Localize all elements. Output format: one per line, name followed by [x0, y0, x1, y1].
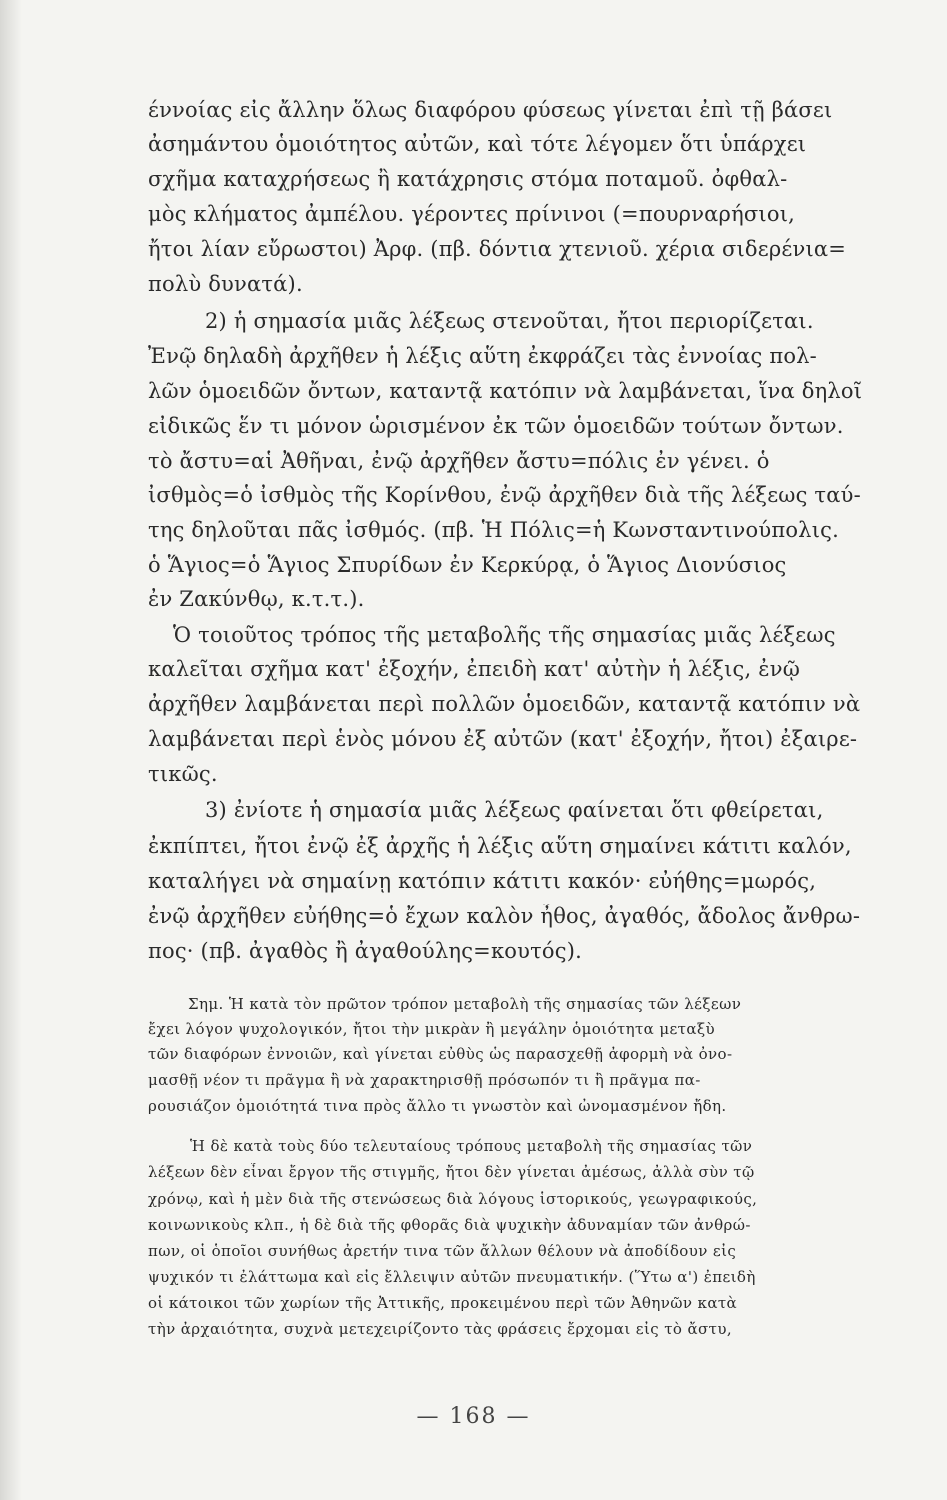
- text-line: εἰδικῶς ἕν τι μόνον ὡρισμένον ἐκ τῶν ὁμοειδῶν τούτων ὄντων.: [148, 414, 844, 438]
- footnote-line: ρουσιάζον ὁμοιότητά τινα πρὸς ἄλλο τι γνωστὸν καὶ ὠνομασμένον ἤδη.: [148, 1097, 727, 1115]
- text-line: της δηλοῦται πᾶς ἰσθμός. (πβ. Ἡ Πόλις=ἡ Κωνσταντινούπολις.: [148, 518, 839, 542]
- text-line: ἀρχῆθεν λαμβάνεται περὶ πολλῶν ὁμοειδῶν, καταντᾷ κατόπιν νὰ: [148, 692, 861, 716]
- text-line: λαμβάνεται περὶ ἑνὸς μόνου ἐξ αὐτῶν (κατ' ἐξοχήν, ἤτοι) ἐξαιρε-: [148, 727, 858, 751]
- text-line: τὸ ἄστυ=αἱ Ἀθῆναι, ἐνῷ ἀρχῆθεν ἄστυ=πόλις ἐν γένει. ὁ: [148, 449, 770, 473]
- text-line: μὸς κλήματος ἀμπέλου. γέροντες πρίνινοι (=πουρναρήσιοι,: [148, 202, 796, 226]
- text-line: σχῆμα καταχρήσεως ἢ κατάχρησις στόμα ποταμοῦ. ὀφθαλ-: [148, 167, 788, 191]
- footnote-line: χρόνῳ, καὶ ἡ μὲν διὰ τῆς στενώσεως διὰ λόγους ἱστορικούς, γεωγραφικούς,: [148, 1190, 758, 1208]
- text-line: 2) ἡ σημασία μιᾶς λέξεως στενοῦται, ἤτοι περιορίζεται.: [205, 309, 814, 333]
- footnote-line: πων, οἱ ὁποῖοι συνήθως ἀρετήν τινα τῶν ἄλλων θέλουν νὰ ἀποδίδουν εἰς: [148, 1242, 737, 1260]
- text-line: ἐνῷ ἀρχῆθεν εὐήθης=ὁ ἔχων καλὸν ἦθος, ἀγαθός, ἄδολος ἄνθρω-: [148, 904, 861, 928]
- footnote-line: τῶν διαφόρων ἐννοιῶν, καὶ γίνεται εὐθὺς ὡς παρασχεθῇ ἀφορμὴ νὰ ὀνο-: [148, 1045, 733, 1063]
- page-number: — 168 —: [416, 1404, 531, 1429]
- text-line: ἤτοι λίαν εὔρωστοι) Ἀρφ. (πβ. δόντια χτενιοῦ. χέρια σιδερένια=: [148, 237, 847, 261]
- text-line: ἀσημάντου ὁμοιότητος αὐτῶν, καὶ τότε λέγομεν ὅτι ὑπάρχει: [148, 132, 807, 156]
- text-line: ἐκπίπτει, ἤτοι ἐνῷ ἐξ ἀρχῆς ἡ λέξις αὕτη σημαίνει κάτιτι καλόν,: [148, 834, 852, 858]
- text-line: Ἐνῷ δηλαδὴ ἀρχῆθεν ἡ λέξις αὕτη ἐκφράζει τὰς ἐννοίας πολ-: [148, 344, 817, 368]
- footnote-line: μασθῇ νέον τι πρᾶγμα ἢ νὰ χαρακτηρισθῇ πρόσωπόν τι ἢ πρᾶγμα πα-: [148, 1071, 701, 1089]
- footnote-line: Ἡ δὲ κατὰ τοὺς δύο τελευταίους τρόπους μεταβολὴ τῆς σημασίας τῶν: [190, 1137, 753, 1155]
- footnote-line: κοινωνικοὺς κλπ., ἡ δὲ διὰ τῆς φθορᾶς διὰ ψυχικὴν ἀδυναμίαν τῶν ἀνθρώ-: [148, 1216, 751, 1234]
- text-line: ἰσθμὸς=ὁ ἰσθμὸς τῆς Κορίνθου, ἐνῷ ἀρχῆθεν διὰ τῆς λέξεως ταύ-: [148, 483, 861, 507]
- text-line: έννοίας εἰς ἄλλην ὅλως διαφόρου φύσεως γίνεται ἐπὶ τῇ βάσει: [148, 98, 833, 122]
- text-line: ἐν Ζακύνθῳ, κ.τ.τ.).: [148, 587, 365, 611]
- text-line: καλεῖται σχῆμα κατ' ἐξοχήν, ἐπειδὴ κατ' αὐτὴν ἡ λέξις, ἐνῷ: [148, 657, 801, 681]
- page-gutter-shadow: [0, 0, 22, 1500]
- footnote-line: τὴν ἀρχαιότητα, συχνὰ μετεχειρίζοντο τὰς φράσεις ἔρχομαι εἰς τὸ ἄστυ,: [148, 1320, 733, 1338]
- footnote-line: ψυχικόν τι ἐλάττωμα καὶ εἰς ἔλλειψιν αὐτῶν πνευματικήν. (Ὕτω α') ἐπειδὴ: [148, 1268, 756, 1286]
- text-line: 3) ἐνίοτε ἡ σημασία μιᾶς λέξεως φαίνεται ὅτι φθείρεται,: [205, 798, 824, 822]
- text-line: πος· (πβ. ἀγαθὸς ἢ ἀγαθούλης=κουτός).: [148, 939, 582, 963]
- footnote-line: οἱ κάτοικοι τῶν χωρίων τῆς Ἀττικῆς, προκειμένου περὶ τῶν Ἀθηνῶν κατὰ: [148, 1294, 738, 1312]
- text-line: ὁ Ἅγιος=ὁ Ἅγιος Σπυρίδων ἐν Κερκύρᾳ, ὁ Ἅγιος Διονύσιος: [148, 553, 787, 577]
- text-line: καταλήγει νὰ σημαίνῃ κατόπιν κάτιτι κακόν· εὐήθης=μωρός,: [148, 869, 817, 893]
- text-line: λῶν ὁμοειδῶν ὄντων, καταντᾷ κατόπιν νὰ λαμβάνεται, ἵνα δηλοῖ: [148, 379, 863, 403]
- footnote-line: λέξεων δὲν εἶναι ἔργον τῆς στιγμῆς, ἤτοι δὲν γίνεται ἀμέσως, ἀλλὰ σὺν τῷ: [148, 1163, 755, 1181]
- text-line: Ὁ τοιοῦτος τρόπος τῆς μεταβολῆς τῆς σημασίας μιᾶς λέξεως: [173, 623, 836, 647]
- footnote-line: Σημ. Ἡ κατὰ τὸν πρῶτον τρόπον μεταβολὴ τῆς σημασίας τῶν λέξεων: [188, 995, 742, 1013]
- text-line: πολὺ δυνατά).: [148, 272, 303, 296]
- text-line: τικῶς.: [148, 762, 218, 786]
- footnote-line: ἔχει λόγον ψυχολογικόν, ἤτοι τὴν μικρὰν ἢ μεγάλην ὁμοιότητα μεταξὺ: [148, 1020, 716, 1038]
